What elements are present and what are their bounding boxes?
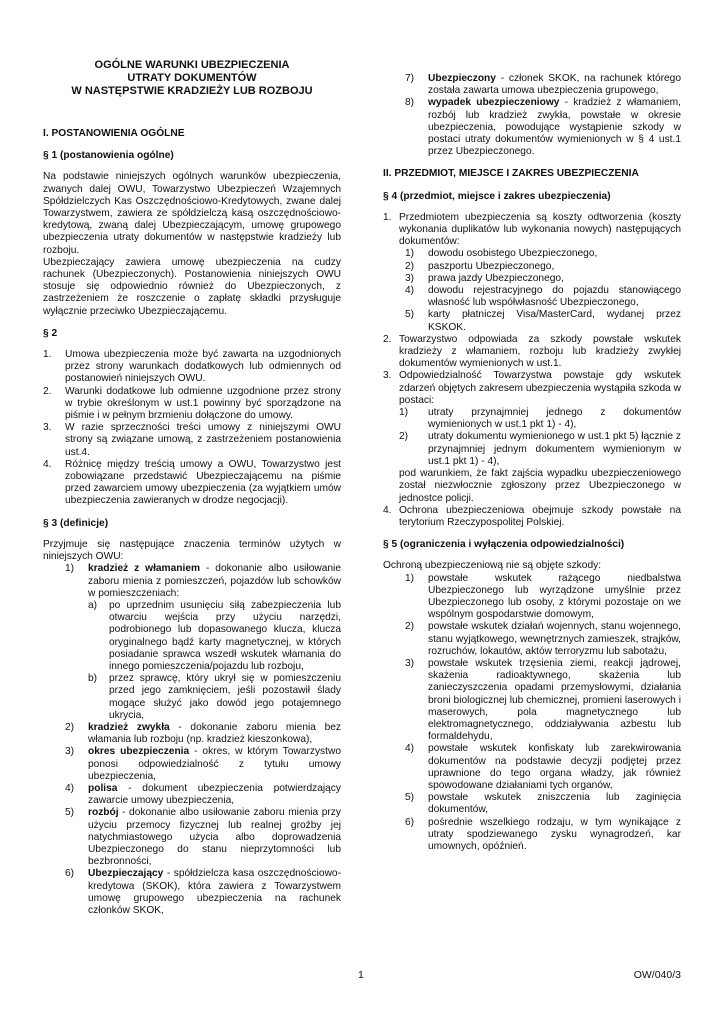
exclusion-item: 4) powstałe wskutek konfiskaty lub zarekwirowania dokumentów na podstawie decyzji podjętej przez uprawnione do tego organa władzy, jak również spowodowane działaniami tych organów,: [405, 743, 681, 791]
definitions-list: [43, 563, 341, 917]
par-3-intro: Przyjmuje się następujące znaczenia terminów użytych w niniejszych OWU:: [43, 538, 341, 563]
condition-item: 1) utraty przynajmniej jednego z dokumentów wymienionych w ust.1 pkt 1) - 4),: [399, 407, 681, 431]
document-item: 5) karty płatniczej Visa/MasterCard, wydanej przez KSKOK.: [405, 309, 681, 333]
title-line-3: W NASTĘPSTWIE KRADZIEŻY LUB ROZBOJU: [71, 85, 313, 97]
definition-subitem: b) przez sprawcę, który ukrył się w pomieszczeniu przed jego zamknięciem, jeśli pozostawił ślady mogące służyć jako dowód jego potajemnego ukrycia,: [88, 673, 341, 721]
document-item: 1) dowodu osobistego Ubezpieczonego,: [405, 248, 598, 260]
document-item: 4) dowodu rejestracyjnego do pojazdu stanowiącego własność lub współwłasność Ubezpieczonego,: [405, 285, 681, 309]
definition-term: Ubezpieczony: [428, 73, 496, 84]
left-column: [43, 0, 341, 917]
par-2-list: [43, 349, 341, 508]
par-5-intro: Ochroną ubezpieczeniową nie są objęte szkody:: [383, 560, 602, 572]
par-4-list-cont: [383, 334, 681, 407]
definition-item: 3) okres ubezpieczenia - okres, w którym Towarzystwo ponosi odpowiedzialność z tytułu umowy ubezpieczenia,: [65, 746, 341, 782]
section-2-heading: II. PRZEDMIOT, MIEJSCE I ZAKRES UBEZPIECZENIA: [383, 168, 639, 180]
exclusion-item: 1) powstałe wskutek rażącego niedbalstwa Ubezpieczonego lub wyrządzone umyślnie przez Ubezpieczonego lub osoby, z którymi pozostaje on we wspólnym gospodarstwie domowym,: [405, 572, 681, 621]
definition-term: Ubezpieczający: [88, 868, 164, 880]
definition-term: kradzież z włamaniem: [88, 563, 201, 575]
section-1-heading: I. POSTANOWIENIA OGÓLNE: [43, 128, 185, 139]
definition-item: 2) kradzież zwykła - dokonanie zaboru mienia bez włamania lub rozboju (np. kradzież kieszonkowa),: [65, 721, 341, 746]
definition-item: 7) Ubezpieczony - członek SKOK, na rachunek którego została zawarta umowa ubezpieczenia grupowego,: [405, 73, 681, 97]
definitions-list-continued: [383, 73, 681, 158]
par-3-heading: § 3 (definicje): [43, 517, 109, 529]
list-item: 3. Odpowiedzialność Towarzystwa powstaje gdy wskutek zdarzeń objętych zakresem ubezpieczenia wystąpiła szkoda w postaci:: [383, 370, 681, 406]
list-item: 4. Różnicę między treścią umowy a OWU, Towarzystwo jest zobowiązane przedstawić Ubezpieczającemu na piśmie przed zawarciem umowy ubezpieczenia (za wyjątkiem umów ubezpieczenia zawieranych w drodze negocjacji).: [43, 458, 341, 507]
document-item: 2) paszportu Ubezpieczonego,: [405, 260, 555, 272]
definition-subitem: a) po uprzednim usunięciu siłą zabezpieczenia lub otwarciu wejścia przy użyciu narzędzi, podrobionego lub dopasowanego klucza, klucza oryginalnego bądź karty magnetycznej, w których posiadanie sprawca wszedł wskutek włamania do innego pomieszczenia/pojazdu lub rozboju,: [88, 599, 341, 672]
definition-term: wypadek ubezpieczeniowy: [428, 97, 560, 109]
par-1-text-2: Ubezpieczający zawiera umowę ubezpieczenia na cudzy rachunek (Ubezpieczonych). Postanowienia niniejszych OWU stosuje się odpowiednio również do Ubezpieczonych, z zastrzeżeniem że roszczenie o zapłatę składki przysługuje wyłącznie przeciwko Ubezpieczającemu.: [43, 256, 341, 317]
list-item: 2. Towarzystwo odpowiada za szkody powstałe wskutek kradzieży z włamaniem, rozboju lub kradzieży zwykłej dokumentów wymienionych w ust.1.: [383, 333, 681, 370]
definition-item: 5) rozbój - dokonanie albo usiłowanie zaboru mienia przy użyciu przemocy fizycznej lub realnej groźby jej natychmiastowego użycia albo doprowadzenia Ubezpieczonego do stanu nieprzytomności lub bezbronności,: [65, 807, 341, 868]
loss-conditions-list: [383, 407, 681, 468]
documents-list: [383, 248, 681, 333]
document-item: 3) prawa jazdy Ubezpieczonego,: [405, 272, 564, 284]
exclusion-item: 3) powstałe wskutek trzęsienia ziemi, reakcji jądrowej, skażenia radioaktywnego, skażenia lub zanieczyszczenia opadami przemysłowymi, działania broni biologicznej lub chemicznej, promieni laserowych i maserowych, pola magnetycznego lub elektromagnetycznego, oddziaływania azbestu lub formaldehydu,: [405, 657, 681, 743]
document-code: OW/040/3: [633, 969, 681, 981]
par-4-list: [383, 212, 681, 249]
list-item: 4. Ochrona ubezpieczeniowa obejmuje szkody powstałe na terytorium Rzeczypospolitej Polskiej.: [383, 504, 681, 528]
definition-term: okres ubezpieczenia: [88, 746, 190, 758]
definition-term: rozbój: [88, 807, 119, 819]
definition-item: 8) wypadek ubezpieczeniowy - kradzież z włamaniem, rozbój lub kradzież zwykła, powstałe w okresie ubezpieczenia, powodujące wystąpienie szkody w postaci utraty dokumentów wymienionych w § 4 ust.1 przez Ubezpieczonego.: [405, 97, 681, 158]
condition-item: 2) utraty dokumentu wymienionego w ust.1 pkt 5) łącznie z przynajmniej jednym dokumentem wymienionym w ust.1 pkt 1) - 4),: [399, 431, 681, 467]
list-item: 2. Warunki dodatkowe lub odmienne uzgodnione przez strony w trybie określonym w ust.1 powinny być sporządzone na piśmie i w pełnym brzmieniu dołączone do umowy.: [43, 385, 341, 422]
definition-item: 1) kradzież z włamaniem - dokonanie albo usiłowanie zaboru mienia z pomieszczeń, pojazdów lub schowków w pomieszczeniach:: [65, 563, 341, 599]
par-1-text-1: Na podstawie niniejszych ogólnych warunków ubezpieczenia, zwanych dalej OWU, Towarzystwo Ubezpieczeń Wzajemnych Spółdzielczych Kas Oszczędnościowo-Kredytowych, zwane dalej Towarzystwem, zawiera ze spółdzielczą kasą oszczędnościowo-kredytową, zwaną dalej Ubezpieczającym, umowę grupowego ubezpieczenia utraty dokumentów w następstwie kradzieży lub rozboju.: [43, 171, 341, 256]
par-4-heading: § 4 (przedmiot, miejsce i zakres ubezpieczenia): [383, 190, 611, 202]
par-5-heading: § 5 (ograniczenia i wyłączenia odpowiedzialności): [383, 539, 625, 551]
definition-term: kradzież zwykła: [88, 721, 170, 733]
list-item: 3. W razie sprzeczności treści umowy z niniejszymi OWU strony są związane umową, z zastrzeżeniem postanowienia ust.4.: [43, 422, 341, 458]
page-number: 1: [358, 969, 364, 981]
right-column: [383, 0, 681, 853]
exclusion-item: 2) powstałe wskutek działań wojennych, stanu wojennego, stanu wyjątkowego, wewnętrznych zamieszek, strajków, rozruchów, lokautów, aktów terroryzmu lub sabotażu,: [405, 621, 681, 657]
title-line-1: OGÓLNE WARUNKI UBEZPIECZENIA: [94, 59, 290, 71]
par-2-heading: § 2: [43, 327, 58, 339]
title-line-2: UTRATY DOKUMENTÓW: [127, 72, 257, 84]
list-item: 1. Umowa ubezpieczenia może być zawarta na uzgodnionych przez strony warunkach dodatkowych lub odmiennych od postanowień niniejszych OWU.: [43, 349, 341, 385]
exclusions-list: [383, 573, 681, 854]
par-4-list-end: [383, 505, 681, 529]
document-title: [43, 59, 341, 98]
par-1-heading: § 1 (postanowienia ogólne): [43, 150, 174, 162]
definition-item: 6) Ubezpieczający - spółdzielcza kasa oszczędnościowo-kredytowa (SKOK), która zawiera z Towarzystwem umowę grupowego ubezpieczenia na rachunek członków SKOK,: [65, 868, 341, 916]
definition-term: polisa: [88, 782, 118, 794]
definition-item: 4) polisa - dokument ubezpieczenia potwierdzający zawarcie umowy ubezpieczenia,: [65, 782, 341, 807]
exclusion-item: 5) powstałe wskutek zniszczenia lub zaginięcia dokumentów,: [405, 792, 681, 816]
list-item: 1. Przedmiotem ubezpieczenia są koszty odtworzenia (koszty wykonania duplikatów lub wykonania nowych) następujących dokumentów:: [383, 211, 681, 248]
condition-tail: pod warunkiem, że fakt zajścia wypadku ubezpieczeniowego został niezwłocznie zgłoszony przez Ubezpieczonego w jednostce policji.: [399, 468, 681, 504]
exclusion-item: 6) pośrednie wszelkiego rodzaju, w tym wynikające z utraty spodziewanego zysku wynagrodzeń, kar umownych, opóźnień.: [405, 816, 681, 852]
